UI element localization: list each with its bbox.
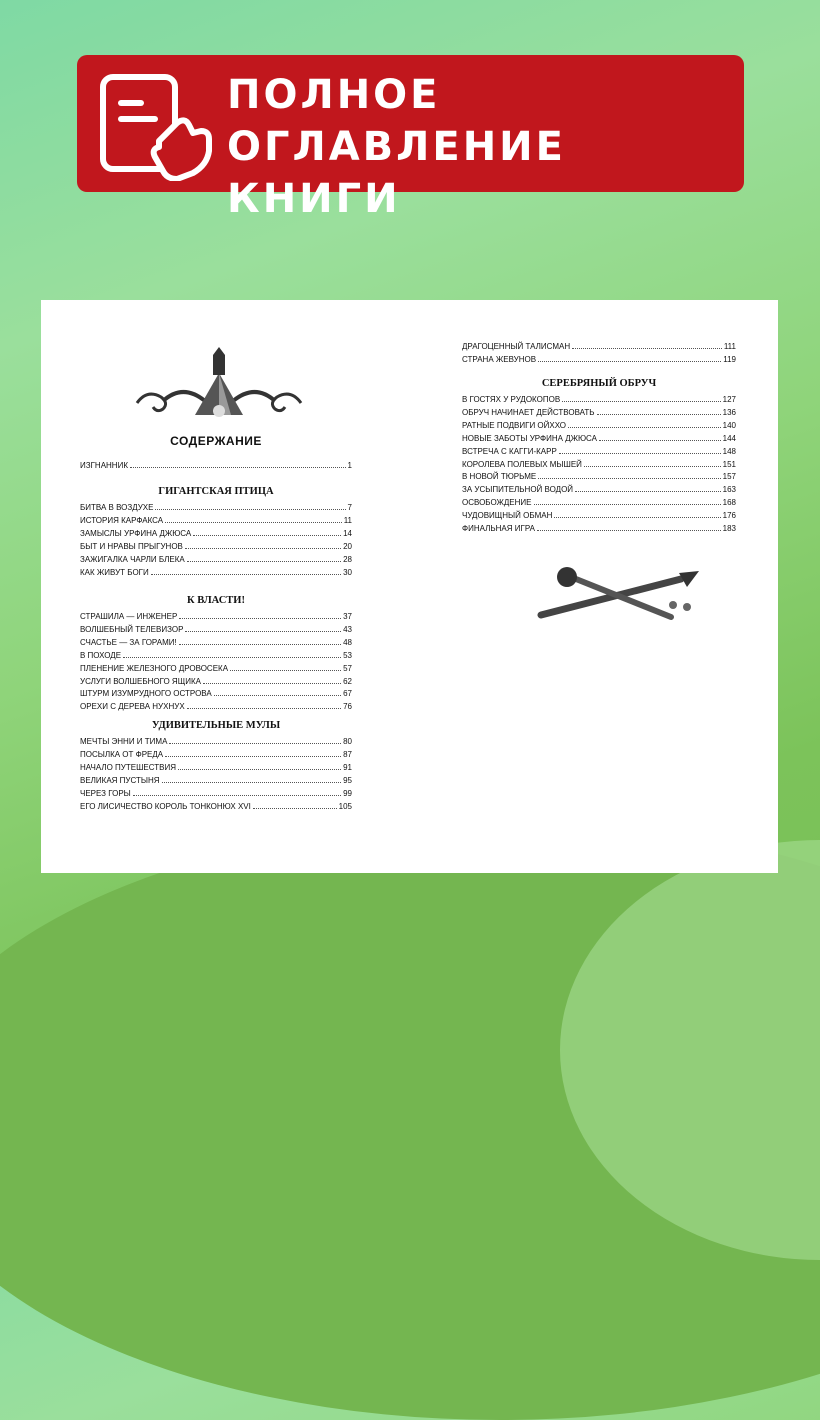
toc-entry-page: 1: [347, 461, 352, 470]
toc-leader-dots: [187, 708, 341, 709]
toc-leader-dots: [185, 631, 341, 632]
toc-leader-dots: [179, 644, 341, 645]
toc-entry-title: СТРАНА ЖЕВУНОВ: [462, 354, 537, 364]
toc-entry-page: 28: [343, 554, 352, 564]
toc-entry-page: 105: [338, 801, 352, 811]
toc-leader-dots: [203, 683, 341, 684]
toc-entry: [462, 471, 736, 483]
toc-entry-page: 163: [722, 485, 736, 495]
toc-entry-page: 144: [722, 433, 736, 443]
toc-entry-title: ПЛЕНЕНИЕ ЖЕЛЕЗНОГО ДРОВОСЕКА: [80, 663, 229, 673]
toc-entry-title: СЧАСТЬЕ — ЗА ГОРАМИ!: [80, 637, 177, 647]
toc-entry-page: 151: [722, 459, 736, 469]
toc-entry-title: ЗА УСЫПИТЕЛЬНОЙ ВОДОЙ: [462, 485, 574, 495]
toc-entry-title: ФИНАЛЬНАЯ ИГРА: [462, 524, 535, 533]
toc-entry-page: 53: [343, 650, 352, 660]
toc-entry-title: ЕГО ЛИСИЧЕСТВО КОРОЛЬ ТОНКОНЮХ XVI: [80, 801, 251, 811]
toc-entry-page: 183: [722, 524, 736, 533]
toc-entry-title: ОРЕХИ С ДЕРЕВА НУХНУХ: [80, 702, 185, 712]
toc-entry-title: СТРАШИЛА — ИНЖЕНЕР: [80, 612, 178, 621]
toc-entry-page: 11: [343, 515, 352, 525]
toc-entry: [80, 541, 352, 553]
toc-entry: [462, 394, 736, 406]
toc-entry: [462, 484, 736, 496]
toc-leader-dots: [133, 795, 341, 796]
toc-entry-page: 30: [343, 567, 352, 577]
toc-entry-title: ВОЛШЕБНЫЙ ТЕЛЕВИЗОР: [80, 624, 184, 634]
toc-leader-dots: [165, 756, 341, 757]
toc-entry: [80, 801, 352, 813]
toc-leader-dots: [187, 561, 341, 562]
toc-entry-title: ЗАЖИГАЛКА ЧАРЛИ БЛЕКА: [80, 554, 185, 564]
toc-entry-title: ВСТРЕЧА С КАГГИ-КАРР: [462, 446, 557, 456]
toc-entry: [80, 676, 352, 688]
toc-entry-page: 80: [343, 737, 352, 746]
toc-leader-dots: [155, 509, 345, 510]
toc-leader-dots: [178, 769, 341, 770]
banner: [77, 55, 744, 222]
toc-entry-title: ИСТОРИЯ КАРФАКСА: [80, 515, 164, 525]
toc-entry-page: 57: [343, 663, 352, 673]
toc-entry-page: 37: [343, 612, 352, 621]
toc-leader-dots: [575, 491, 721, 492]
toc-entry-title: В ПОХОДЕ: [80, 650, 122, 660]
toc-leader-dots: [537, 530, 721, 531]
toc-entry-title: РАТНЫЕ ПОДВИГИ ОЙХХО: [462, 420, 567, 430]
toc-section-heading: ГИГАНТСКАЯ ПТИЦА: [158, 486, 274, 497]
toc-entry: [80, 515, 352, 527]
toc-entry: [462, 510, 736, 522]
toc-leader-dots: [584, 466, 721, 467]
toc-entry-title: ОСВОБОЖДЕНИЕ: [462, 498, 532, 508]
toc-entry-title: ОБРУЧ НАЧИНАЕТ ДЕЙСТВОВАТЬ: [462, 407, 595, 417]
toc-section-heading: СЕРЕБРЯНЫЙ ОБРУЧ: [541, 378, 657, 389]
toc-entry: [80, 788, 352, 800]
toc-entry: [80, 502, 352, 514]
toc-entry: [462, 341, 736, 353]
toc-entry-page: 111: [723, 342, 736, 351]
toc-leader-dots: [230, 670, 341, 671]
toc-entry-page: 20: [343, 541, 352, 551]
ornament-illustration: [133, 345, 305, 423]
toc-entry: [462, 459, 736, 471]
toc-entry: [80, 611, 352, 623]
toc-leader-dots: [165, 522, 342, 523]
toc-entry: [80, 701, 352, 713]
toc-leader-dots: [130, 467, 346, 468]
toc-leader-dots: [559, 453, 721, 454]
toc-entry-title: ЧУДОВИЩНЫЙ ОБМАН: [462, 511, 553, 521]
toc-entry-title: УСЛУГИ ВОЛШЕБНОГО ЯЩИКА: [80, 676, 201, 686]
toc-entry-title: КОРОЛЕВА ПОЛЕВЫХ МЫШЕЙ: [462, 459, 582, 469]
toc-section-heading: УДИВИТЕЛЬНЫЕ МУЛЫ: [151, 720, 281, 731]
toc-entry-title: ЗАМЫСЛЫ УРФИНА ДЖЮСА: [80, 528, 192, 538]
toc-entry-page: 62: [343, 676, 352, 686]
toc-entry-page: 76: [343, 702, 352, 712]
book-toc-page: [41, 300, 778, 873]
toc-entry-page: 157: [722, 472, 736, 482]
toc-entry-page: 95: [343, 775, 352, 785]
toc-entry: [80, 688, 352, 700]
toc-entry-page: 91: [343, 762, 352, 772]
banner-title: ПОЛНОЕ ОГЛАВЛЕНИЕ КНИГИ: [227, 72, 566, 222]
toc-leader-dots: [538, 361, 721, 362]
toc-entry: [462, 420, 736, 432]
toc-entry: [80, 528, 352, 540]
toc-leader-dots: [597, 414, 721, 415]
toc-entry: [80, 567, 352, 579]
toc-leader-dots: [214, 695, 341, 696]
toc-entry-page: 87: [343, 749, 352, 759]
toc-entry-page: 99: [343, 788, 352, 798]
toc-entry-title: БЫТ И НРАВЫ ПРЫГУНОВ: [80, 541, 183, 551]
toc-entry-title: ШТУРМ ИЗУМРУДНОГО ОСТРОВА: [80, 689, 212, 699]
toc-leader-dots: [179, 618, 341, 619]
toc-leader-dots: [538, 478, 720, 479]
toc-entry-page: 176: [722, 511, 736, 521]
toc-entry-page: 140: [722, 420, 736, 430]
toc-entry-title: ВЕЛИКАЯ ПУСТЫНЯ: [80, 775, 160, 785]
toc-entry-title: В ГОСТЯХ У РУДОКОПОВ: [462, 395, 561, 404]
toc-entry: [462, 446, 736, 458]
toc-heading: СОДЕРЖАНИЕ: [170, 434, 262, 448]
toc-leader-dots: [193, 535, 341, 536]
toc-entry: [80, 554, 352, 566]
toc-leader-dots: [162, 782, 342, 783]
toc-entry: [462, 523, 736, 535]
toc-entry-title: ДРАГОЦЕННЫЙ ТАЛИСМАН: [462, 342, 571, 351]
toc-entry-title: ИЗГНАННИК: [80, 461, 128, 470]
toc-entry-title: КАК ЖИВУТ БОГИ: [80, 567, 149, 577]
toc-entry: [462, 407, 736, 419]
toc-leader-dots: [554, 517, 720, 518]
toc-leader-dots: [151, 574, 341, 575]
toc-entry-page: 136: [722, 407, 736, 417]
toc-entry-page: 48: [343, 637, 352, 647]
toc-leader-dots: [185, 548, 341, 549]
toc-entry: [80, 663, 352, 675]
toc-leader-dots: [599, 440, 721, 441]
toc-leader-dots: [169, 743, 341, 744]
toc-entry: [80, 637, 352, 649]
toc-entry-page: 14: [343, 528, 352, 538]
toc-leader-dots: [253, 808, 337, 809]
toc-leader-dots: [123, 657, 341, 658]
weapons-illustration: [531, 565, 701, 625]
toc-entry-page: 127: [722, 395, 736, 404]
toc-entry-title: В НОВОЙ ТЮРЬМЕ: [462, 472, 537, 482]
toc-entry: [80, 736, 352, 748]
toc-entry: [80, 775, 352, 787]
toc-entry: [80, 624, 352, 636]
toc-leader-dots: [568, 427, 721, 428]
document-hand-icon: [97, 71, 217, 181]
toc-section-heading: К ВЛАСТИ!: [187, 595, 245, 606]
toc-entry: [80, 650, 352, 662]
toc-entry: [80, 460, 352, 472]
toc-entry-title: БИТВА В ВОЗДУХЕ: [80, 503, 154, 512]
toc-entry-title: НАЧАЛО ПУТЕШЕСТВИЯ: [80, 762, 177, 772]
toc-leader-dots: [534, 504, 721, 505]
toc-entry-title: НОВЫЕ ЗАБОТЫ УРФИНА ДЖЮСА: [462, 433, 597, 443]
toc-entry-page: 148: [722, 446, 736, 456]
toc-entry: [462, 354, 736, 366]
toc-leader-dots: [562, 401, 720, 402]
toc-entry: [462, 433, 736, 445]
toc-entry-title: ЧЕРЕЗ ГОРЫ: [80, 788, 131, 798]
toc-entry-title: ПОСЫЛКА ОТ ФРЕДА: [80, 749, 164, 759]
toc-entry-page: 168: [722, 498, 736, 508]
toc-entry: [462, 497, 736, 509]
toc-entry-title: МЕЧТЫ ЭННИ И ТИМА: [80, 737, 168, 746]
toc-leader-dots: [572, 348, 722, 349]
toc-entry: [80, 749, 352, 761]
toc-entry-page: 7: [347, 503, 352, 512]
toc-entry-page: 119: [723, 354, 736, 364]
toc-entry-page: 43: [343, 624, 352, 634]
toc-entry: [80, 762, 352, 774]
toc-entry-page: 67: [343, 689, 352, 699]
